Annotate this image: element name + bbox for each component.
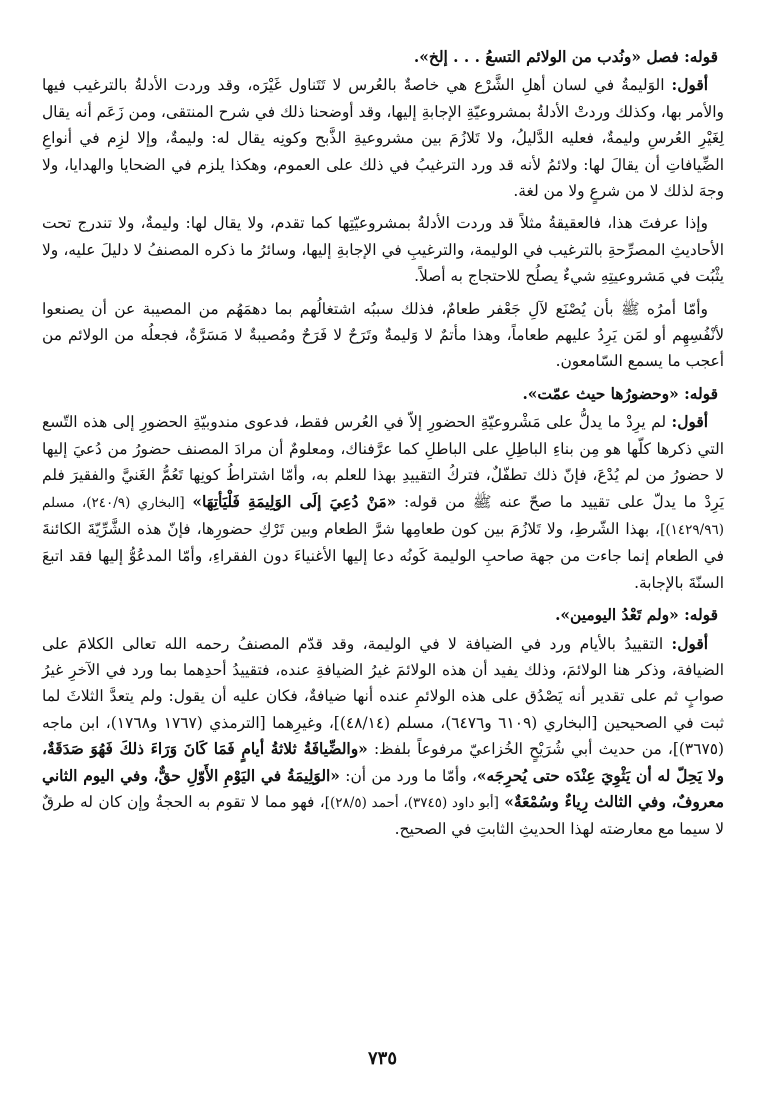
heading-text: «ولم تَعْدُ اليومين». <box>555 606 679 625</box>
paragraph-text: الوَليمةُ في لسان أهلِ الشَّرْع هي خاصةٌ بالعُرس لا تَتَناول غَيْرَه، وقد وردت الأدلةُ بالترغيب فيها والأمر بها، وكذلك وردتْ الأدلةُ بمشروعيّةِ الإجابةِ إليها، وقد أوضحنا ذلك في شرح المنتقى، ومن زَعَم أنه يقال لِغَيْرِ العُرسِ وليمةٌ، فعليه الدَّليلُ، ولا تَلازُمَ بين مشروعيةِ الذَّبح وكونِه يقال له: وليمةٌ، وإلا لزِم في أنواعِ الضِّيافاتِ أن يقالَ لها: ولائمُ لأنه قد ورد الترغيبُ في ذلك على العموم، وهكذا يلزم في الضحايا والهدايا، ولا وجهَ لذلك لا من شرعٍ ولا من لغة. <box>42 76 724 201</box>
paragraph-text: ، فهو مما لا تقوم به الحجةُ وإن كان له طرقٌ لا سيما مع معارضته لهذا الحديثِ الثابتِ في الصحيح. <box>42 792 724 839</box>
paragraph <box>42 210 724 289</box>
page-number: ٧٣٥ <box>367 1048 397 1069</box>
hadith-quote: «والضِّيافَةُ ثلاثةُ أيامٍ فَمَا كَانَ وَرَاءَ ذلكَ فَهُوَ صَدَقَةٌ، ولا يَحِلّ له أن يَثْوِيَ عِنْدَه حتى يُحرِجَه» <box>42 740 724 785</box>
heading-label: قوله: <box>684 606 718 625</box>
paragraph <box>42 296 724 375</box>
paragraph-text: لم يرِدْ ما يدلُّ على مَشْروعيّةِ الحضورِ إلاّ في العُرس فقط، فدعوى مندوبيّةِ الحضورِ إلى هذه التّسع التي ذكرها كلّها هو مِن بناءِ الباطِلِ على الباطلِ كما عرَّفناك، ومعلومٌ أن مرادَ المصنف حضورُ من دُعيَ إليها لا حضورُ من لم يُدْعَ، فإنّ ذلك تطفّلٌ، فتركُ التقييدِ بهذا للعلم به، وأمّا اشتراطُ كونِها تَعُمُّ الغَنيَّ والفقيرَ فلم يَرِدْ ما يدلّ على تقييد ما صحّ عنه ﷺ من قوله: <box>42 413 724 511</box>
paragraph-lead: أقول: <box>671 76 708 95</box>
section-attendance <box>42 381 724 596</box>
heading-text: «وحضورُها حيث عمّت». <box>522 384 679 403</box>
paragraph-text: وإذا عرفتَ هذا، فالعقيقةُ مثلاً قد وردت الأدلةُ بمشروعيّتِها كما تقدم، ولا يقال لها: وليمةٌ، ولا تندرج تحت الأحاديثِ المصرِّحةِ بالترغيب في الوليمة، والترغيبِ في الإجابةِ إليها، وسائرُ ما ذكره المصنفُ لا دليلَ عليه، ولا يثْبُت في مَشروعيتِهِ شيءٌ يصلُح للاحتجاج به أصلاً. <box>42 214 724 286</box>
hadith-quote: «مَنْ دُعِيَ إلَى الوَلِيمَةِ فَلْيَأتِهَا» <box>192 492 397 511</box>
paragraph-text: وأمّا أمرُه ﷺ بأن يُصْنَع لآلِ جَعْفر طعامٌ، فذلك سببُه اشتغالُهم بما دهمَهُم من المصيبة عن أن يصنعوا لأنْفُسِهِم أو لمَن يَرِدُ عليهم طعاماً، وهذا مأتمٌ لا وَليمةٌ وتَرَحٌ لا فَرَحٌ ومُصيبةٌ لا مَسَرَّةٌ، فجعلُه من الولائم من أعجب ما يسمع السّامعون. <box>42 299 724 371</box>
hadith-reference: [البخاري (٢٤٠/٩)، مسلم (١٤٢٩/٩٦)] <box>42 494 724 538</box>
section-heading <box>42 602 724 628</box>
paragraph-text: ، بهذا الشّرطِ، ولا تَلازُمَ بين كون طعامِها شرَّ الطعام وبين تَرْكِ حضورِها، فإنّ هذه الشَّرِّيّةَ الكائنةَ في الطعام إنما جاءت من جهة صاحبِ الوليمة كَونُه دعا إليها الأغنياءَ دون الفقراءِ، وأمّا المدعُوُّ إليها فقد اتبعَ السنّةَ بالإجابة. <box>42 519 724 592</box>
paragraph-lead: أقول: <box>671 413 708 432</box>
hadith-quote: «الوَلِيمَةُ في اليَوْمِ الأَوّلِ حقٌّ، وفي اليوم الثاني معروفٌ، وفي الثالث رِياءٌ وسُمْعَةٌ» <box>42 766 724 811</box>
paragraph <box>42 72 724 204</box>
section-heading <box>42 44 724 70</box>
heading-label: قوله: <box>684 48 718 66</box>
paragraph <box>42 631 724 843</box>
paragraph <box>42 409 724 596</box>
page-body <box>42 44 724 1084</box>
section-walima <box>42 44 724 375</box>
heading-label: قوله: <box>684 384 718 403</box>
heading-text: فصل «ونُدب من الولائم التسعُ . . . إلخ». <box>413 48 679 66</box>
hadith-reference: [أبو داود (٣٧٤٥)، أحمد (٢٨/٥)] <box>324 794 499 811</box>
paragraph-lead: أقول: <box>671 634 708 653</box>
paragraph-text: التقييدُ بالأيام ورد في الضيافة لا في الوليمة، وقد قدّم المصنفُ رحمه الله تعالى الكلامَ على الضيافة، وذكر هنا الولائمَ، وذلك يفيد أن هذه الولائمَ غيرُ الضيافةِ عنده، فتقييدُ أحدِهما بما ورد في الآخرِ غيرُ صوابٍ ثم على تقدير أنه يَصْدُق على هذه الولائمِ عنده أنها ضيافةٌ، فكان عليه أن يقول: ولم يتعدَّ الثلاثَ لما ثبت في الصحيحين [البخاري (٦١٠٩ و٦٤٧٦)، مسلم (٤٨/١٤)]، وغيرِهما [الترمذي (١٧٦٧ و١٧٦٨)، ابن ماجه (٣٦٧٥)]، من حديث أبي شُرَيْحٍ الخُزاعيّ مرفوعاً بلفظ: <box>42 634 725 759</box>
paragraph-text: ، وأمّا ما ورد من أن: <box>345 766 477 785</box>
section-days <box>42 602 724 843</box>
section-heading <box>42 381 724 407</box>
